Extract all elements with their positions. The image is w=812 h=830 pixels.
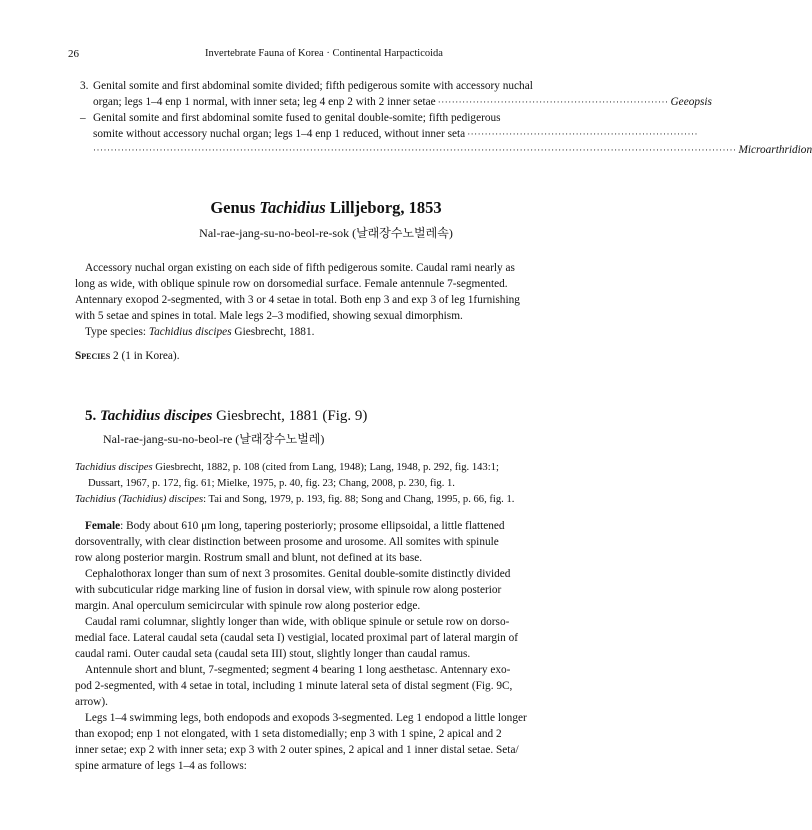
genus-heading [0, 198, 652, 241]
type-species-label: Type species: [85, 326, 147, 338]
description-text: : Body about 610 μm long, tapering posteriorly; prosome ellipsoidal, a little flattened [120, 520, 505, 532]
description-line: row along posterior margin. Rostrum small and blunt, not defined at its base. [75, 552, 423, 564]
type-species [75, 324, 582, 340]
diagnosis-line: with 5 setae and spines in total. Male legs 2–3 modified, showing sexual dimorphism. [75, 310, 463, 322]
description-line: Caudal rami columnar, slightly longer than wide, with oblique spinule or setule row on dorso- [85, 616, 510, 628]
key-line: organ; legs 1–4 enp 1 normal, with inner seta; leg 4 enp 2 with 2 inner setae [93, 96, 436, 108]
genus-korean-name: Nal-rae-jang-su-no-beol-re-sok (날래장수노벌레속) [199, 226, 453, 240]
synonymy-refs: Giesbrecht, 1882, p. 108 (cited from Lang, 1948); Lang, 1948, p. 292, fig. 143:1; [155, 462, 499, 473]
dot-leader: ·································································· [467, 129, 698, 139]
key-couplet-3 [80, 78, 712, 110]
synonymy-refs: : Tai and Song, 1979, p. 193, fig. 88; Song and Chang, 1995, p. 66, fig. 1. [203, 494, 515, 505]
identification-key [80, 78, 812, 158]
species-count-label: Species [75, 350, 111, 362]
key-line-leader [93, 142, 812, 158]
species-count [75, 348, 582, 364]
species-author: Giesbrecht, 1881 (Fig. 9) [216, 408, 368, 424]
genus-prefix: Genus [210, 198, 256, 217]
description-line: inner setae; exp 2 with inner seta; exp 3 with 2 outer spines, 2 apical and 1 inner distal setae. Seta/ [75, 744, 519, 756]
female-label: Female [85, 520, 121, 532]
description-line: Legs 1–4 swimming legs, both endopods and exopods 3-segmented. Leg 1 endopod a little longer [85, 712, 527, 724]
species-count-value: 2 (1 in Korea). [113, 350, 180, 362]
key-line-leader [93, 126, 698, 142]
synonymy-name: Tachidius (Tachidius) discipes [75, 494, 204, 505]
genus-diagnosis [75, 260, 582, 340]
diagnosis-line: Accessory nuchal organ existing on each side of fifth pedigerous somite. Caudal rami nearly as [85, 262, 515, 274]
synonymy [75, 460, 582, 508]
description-line: Cephalothorax longer than sum of next 3 prosomites. Genital double-somite distinctly divided [85, 568, 511, 580]
running-title: Invertebrate Fauna of Korea · Continental Harpacticoida [205, 48, 443, 59]
species-korean-name: Nal-rae-jang-su-no-beol-re (날래장수노벌레) [103, 432, 325, 446]
species-description [75, 518, 582, 774]
genus-name: Tachidius [259, 198, 326, 217]
diagnosis-line: Antennary exopod 2-segmented, with 3 or 4 setae in total. Both enp 3 and exp 3 of leg 1furnishing [75, 294, 520, 306]
genus-author: Lilljeborg, 1853 [329, 198, 442, 217]
description-line: spine armature of legs 1–4 as follows: [75, 760, 247, 772]
species-heading [85, 408, 367, 425]
synonymy-entry [75, 492, 582, 508]
description-line: Antennule short and blunt, 7-segmented; segment 4 bearing 1 long aesthetasc. Antennary exo- [85, 664, 511, 676]
species-name: Tachidius discipes [100, 408, 213, 424]
couplet-dash: – [80, 112, 86, 124]
female-description-line [75, 518, 582, 534]
couplet-number: 3. [80, 80, 89, 92]
synonymy-refs-cont: Dussart, 1967, p. 172, fig. 61; Mielke, 1975, p. 40, fig. 23; Chang, 2008, p. 230, fig. 1. [88, 478, 455, 489]
dot-leader: ·································································· [437, 97, 669, 107]
type-species-author: Giesbrecht, 1881. [234, 326, 315, 338]
synonymy-entry [75, 460, 582, 476]
description-line: arrow). [75, 696, 108, 708]
description-line: pod 2-segmented, with 4 setae in total, including 1 minute lateral seta of distal segment (Fig. 9C, [75, 680, 513, 692]
description-line: than exopod; enp 1 not elongated, with 1 seta distomedially; enp 3 with 1 spine, 2 apical and 2 [75, 728, 502, 740]
page-number: 26 [68, 48, 79, 60]
page-header [68, 48, 580, 64]
type-species-name: Tachidius discipes [148, 326, 232, 338]
species-number: 5. [85, 408, 97, 424]
key-taxon-link[interactable]: Geeopsis [670, 96, 712, 108]
genus-title [0, 198, 652, 218]
key-line: Genital somite and first abdominal somite fused to genital double-somite; fifth pedigerous [93, 112, 501, 124]
diagnosis-line: long as wide, with oblique spinule row on dorsomedial surface. Female antennule 7-segmented. [75, 278, 508, 290]
key-line: Genital somite and first abdominal somite divided; fifth pedigerous somite with accessory nuchal [93, 80, 533, 92]
description-line: dorsoventrally, with clear distinction between prosome and urosome. All somites with spinule [75, 536, 499, 548]
description-line: with subcuticular ridge marking line of fusion in dorsal view, with spinule row along posterior [75, 584, 502, 596]
description-line: caudal rami. Outer caudal seta (caudal seta III) stout, slightly longer than caudal ramus. [75, 648, 471, 660]
description-line: margin. Anal operculum semicircular with spinule row along posterior edge. [75, 600, 421, 612]
dot-leader: ························································································································································································ [93, 145, 737, 155]
synonymy-name: Tachidius discipes [75, 462, 153, 473]
description-line: medial face. Lateral caudal seta (caudal seta I) vestigial, located proximal part of lateral margin of [75, 632, 518, 644]
key-couplet-3-alt [80, 110, 812, 158]
key-line: somite without accessory nuchal organ; legs 1–4 enp 1 reduced, without inner seta [93, 128, 466, 140]
key-line-leader [93, 94, 712, 110]
key-taxon-link[interactable]: Microarthridion [738, 144, 812, 156]
